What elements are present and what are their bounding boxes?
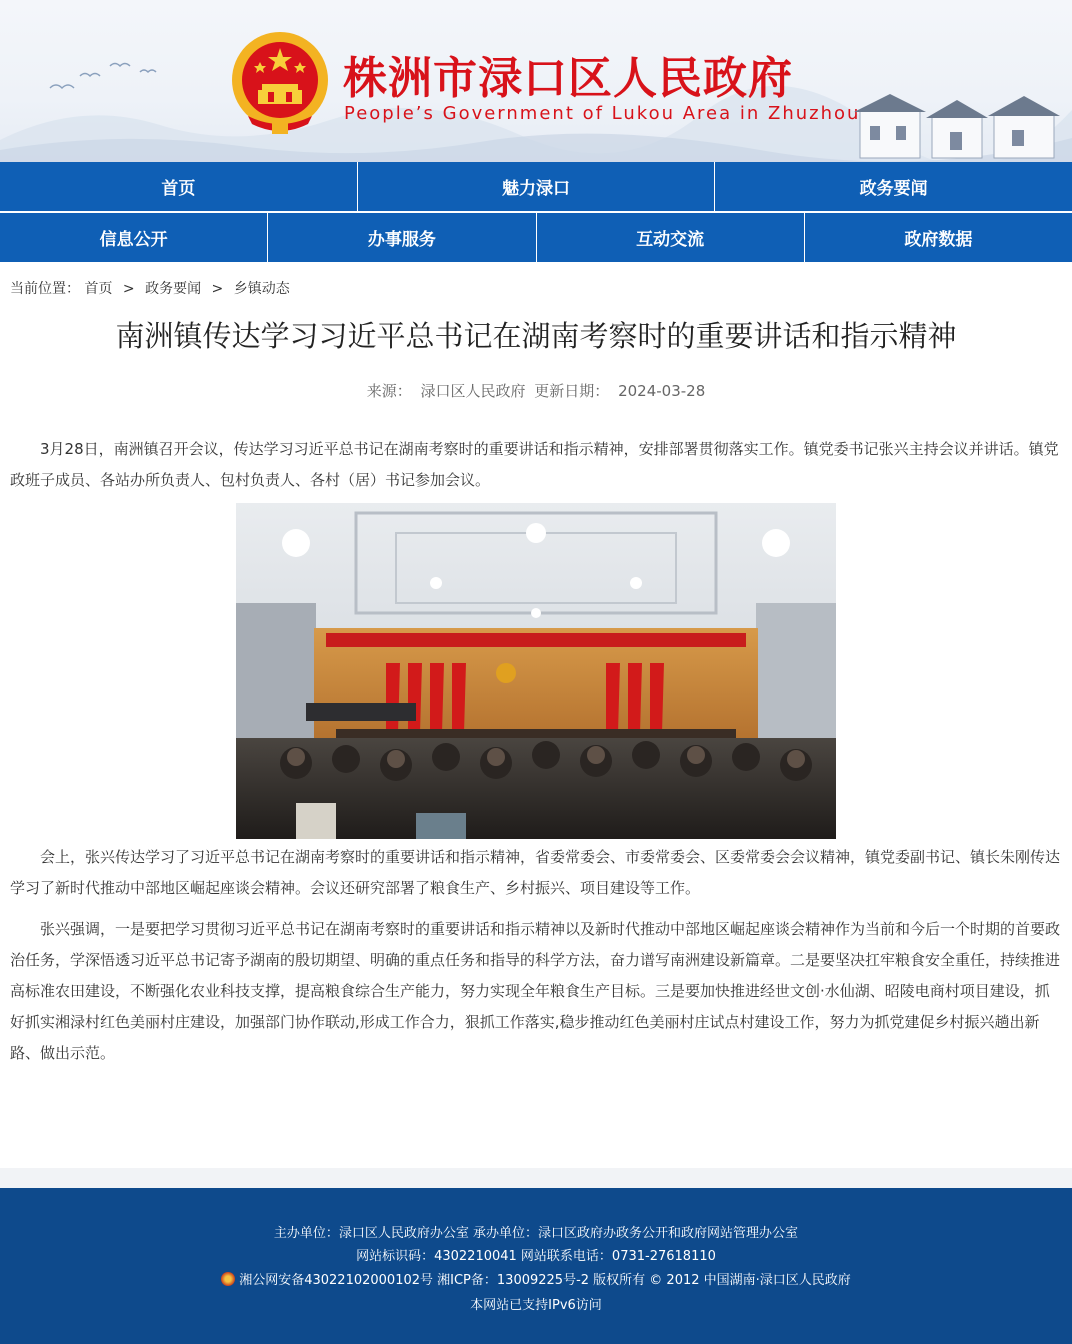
article-paragraph: 3月28日，南洲镇召开会议，传达学习习近平总书记在湖南考察时的重要讲话和指示精神，安排部署贯彻落实工作。镇党委书记张兴主持会议并讲话。镇党政班子成员、各站办所负责人、包村负责人、各村（居）书记参加会议。	[10, 440, 1059, 489]
nav-item-interaction[interactable]: 互动交流	[537, 213, 805, 262]
breadcrumb-news-link[interactable]: 政务要闻	[145, 281, 202, 297]
article-paragraph: 会上，张兴传达学习了习近平总书记在湖南考察时的重要讲话和指示精神，省委常委会、市委常委会、区委常委会会议精神，镇党委副书记、镇长朱刚传达学习了新时代推动中部地区崛起座谈会精神。会议还研究部署了粮食生产、乡村振兴、项目建设等工作。	[10, 848, 1061, 897]
site-subtitle: People’s Government of Lukou Area in Zhuzhou	[344, 103, 861, 124]
main-nav-row-1	[0, 162, 1072, 211]
nav-item-government-news[interactable]: 政务要闻	[859, 179, 928, 199]
footer-sponsor: 主办单位：渌口区人民政府办公室 承办单位：渌口区政府办政务公开和政府网站管理办公室	[273, 1226, 799, 1241]
meeting-photo	[236, 503, 836, 839]
buildings-decoration	[840, 86, 1072, 162]
nav-item-charm-lukou[interactable]: 魅力渌口	[358, 162, 716, 211]
nav-item-services[interactable]: 办事服务	[268, 213, 536, 262]
footer-icp-text[interactable]: 湘公网安备43022102000102号 湘ICP备：13009225号-2 版权所有 © 2012 中国湖南·渌口区人民政府	[239, 1273, 851, 1288]
footer-icp	[0, 1269, 1072, 1288]
footer-site-id: 网站标识码：4302210041 网站联系电话：0731-27618110	[356, 1249, 716, 1264]
article-paragraph: 张兴强调，一是要把学习贯彻习近平总书记在湖南考察时的重要讲话和指示精神以及新时代推动中部地区崛起座谈会精神作为当前和今后一个时期的首要政治任务，学深悟透习近平总书记寄予湖南的殷切期望、明确的重点任务和指导的科学方法，奋力谱写南洲建设新篇章。二是要坚决扛牢粮食安全重任，持续推进高标准农田建设，不断强化农业科技支撑，提高粮食综合生产能力，努力实现全年粮食生产目标。三是要加快推进经世文创·水仙湖、昭陵电商村项目建设，抓好抓实湘渌村红色美丽村庄建设，加强部门协作联动,形成工作合力，狠抓工作落实,稳步推动红色美丽村庄试点村建设工作，努力为抓党建促乡村振兴趟出新路、做出示范。	[10, 920, 1061, 1062]
site-footer	[0, 1188, 1072, 1344]
footer-separator	[0, 1168, 1072, 1188]
site-title: 株洲市渌口区人民政府	[343, 53, 793, 104]
article-meta	[0, 380, 1072, 401]
nav-item-gov-data[interactable]: 政府数据	[904, 230, 973, 250]
source-label: 来源：	[366, 382, 412, 400]
breadcrumb-home-link[interactable]: 首页	[84, 281, 113, 297]
breadcrumb-separator: >	[211, 281, 224, 297]
site-header	[0, 0, 1072, 162]
date-value: 2024-03-28	[618, 382, 706, 400]
national-emblem-icon	[228, 28, 332, 136]
police-badge-icon	[221, 1272, 235, 1286]
date-label: 更新日期：	[534, 382, 610, 400]
main-nav-row-2	[0, 213, 1072, 262]
breadcrumb	[10, 278, 290, 298]
source-value: 渌口区人民政府	[420, 382, 526, 400]
breadcrumb-prefix: 当前位置：	[10, 281, 80, 297]
nav-item-info-disclosure[interactable]: 信息公开	[0, 213, 268, 262]
breadcrumb-separator: >	[122, 281, 135, 297]
nav-item-home[interactable]: 首页	[0, 162, 358, 211]
birds-decoration	[40, 48, 170, 108]
breadcrumb-town-news-link[interactable]: 乡镇动态	[233, 281, 290, 297]
article-title: 南洲镇传达学习习近平总书记在湖南考察时的重要讲话和指示精神	[115, 319, 957, 353]
footer-ipv6: 本网站已支持IPv6访问	[470, 1298, 602, 1313]
